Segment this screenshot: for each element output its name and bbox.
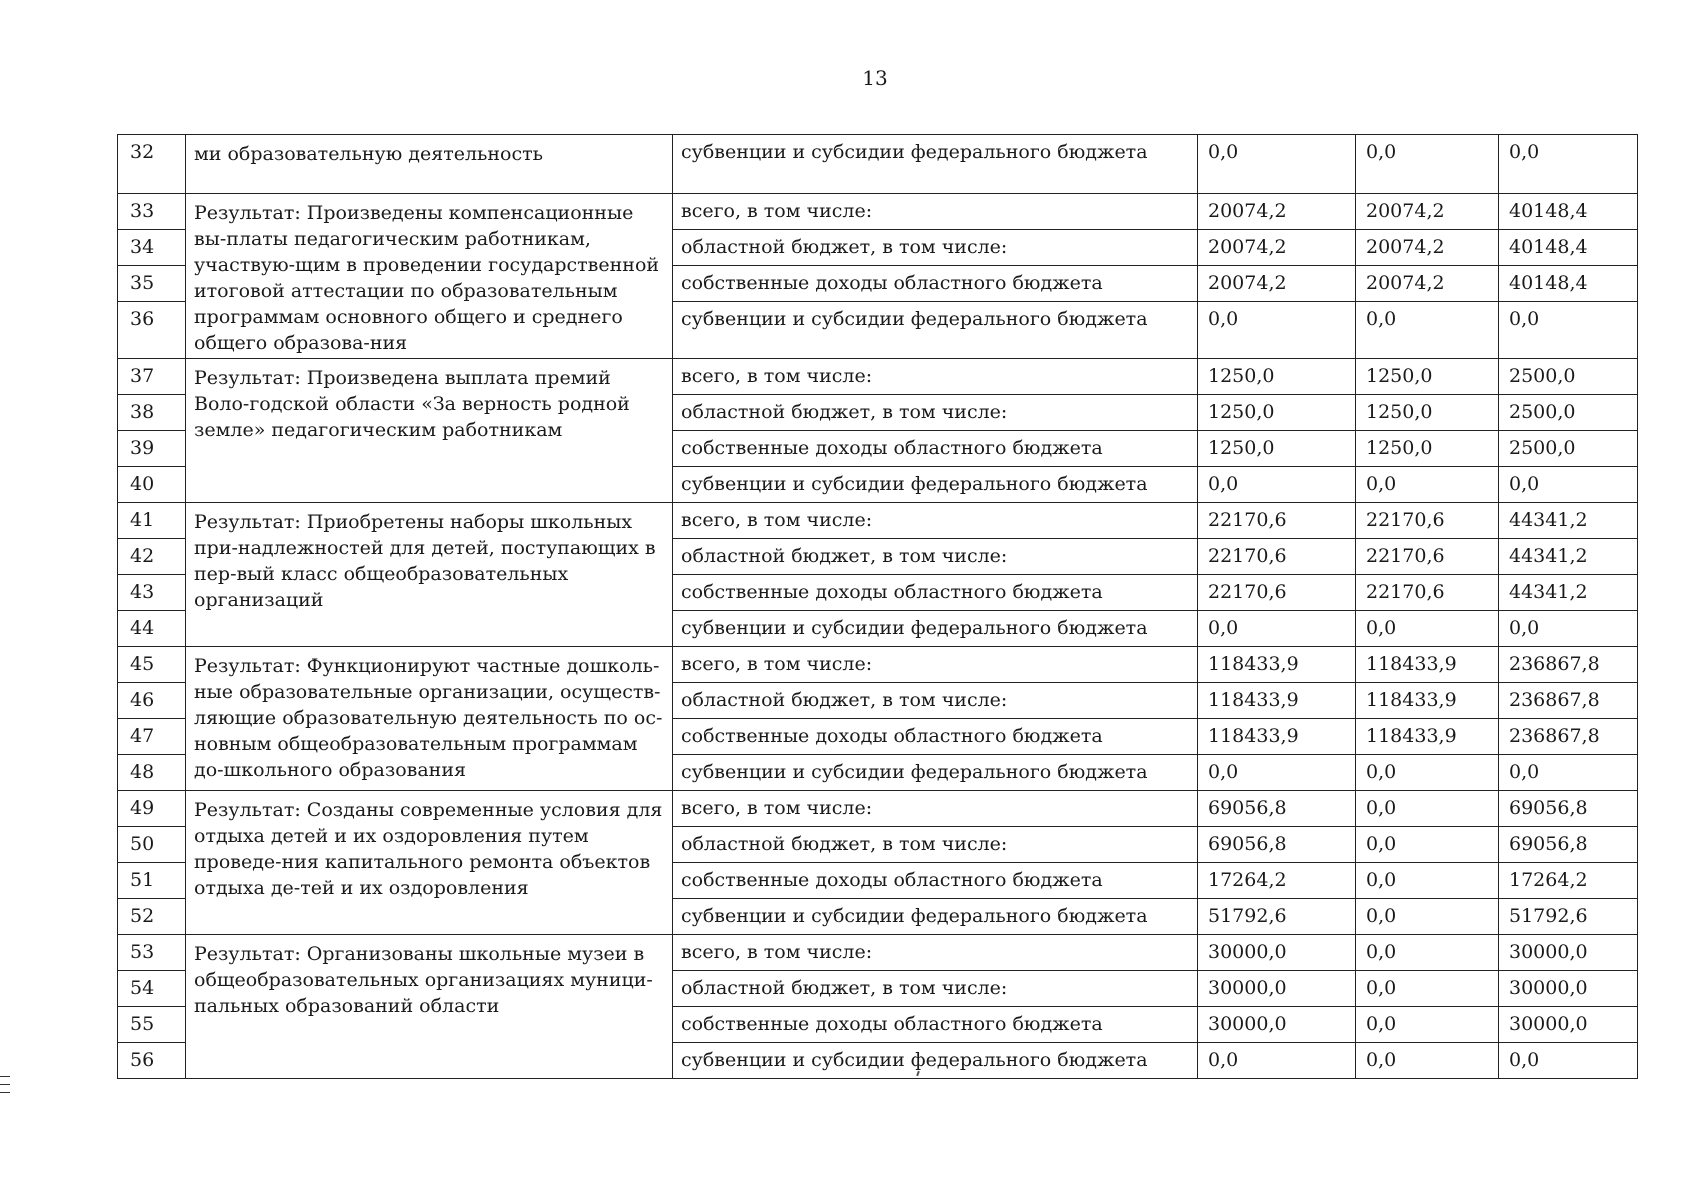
row-number: 36 (118, 302, 186, 359)
value-total: 2500,0 (1499, 359, 1638, 395)
value-year-2: 0,0 (1356, 827, 1499, 863)
result-description: Результат: Организованы школьные музеи в общеобразовательных организациях муници-пальных образований области (186, 935, 673, 1079)
scan-edge-mark (0, 1092, 10, 1093)
value-year-1: 30000,0 (1198, 1007, 1356, 1043)
scan-edge-mark (0, 1084, 10, 1085)
row-number: 35 (118, 266, 186, 302)
value-year-2: 118433,9 (1356, 683, 1499, 719)
value-year-2: 20074,2 (1356, 194, 1499, 230)
funding-source: всего, в том числе: (673, 647, 1198, 683)
funding-source: собственные доходы областного бюджета (673, 1007, 1198, 1043)
value-year-2: 1250,0 (1356, 359, 1499, 395)
value-year-1: 0,0 (1198, 135, 1356, 194)
value-total: 30000,0 (1499, 935, 1638, 971)
funding-source: всего, в том числе: (673, 359, 1198, 395)
row-number: 47 (118, 719, 186, 755)
row-number: 55 (118, 1007, 186, 1043)
value-total: 30000,0 (1499, 1007, 1638, 1043)
value-year-2: 0,0 (1356, 863, 1499, 899)
funding-source: субвенции и субсидии федерального бюджета (673, 755, 1198, 791)
value-year-1: 20074,2 (1198, 230, 1356, 266)
value-total: 0,0 (1499, 611, 1638, 647)
result-description: Результат: Произведены компенсационные вы-платы педагогическим работникам, участвую-щим в проведении государственной итоговой аттестации по образовательным программам основного общего и среднего общего образова-ния (186, 194, 673, 359)
funding-source: субвенции и субсидии федерального бюджета (673, 611, 1198, 647)
value-year-2: 0,0 (1356, 755, 1499, 791)
funding-source: областной бюджет, в том числе: (673, 539, 1198, 575)
value-year-2: 0,0 (1356, 135, 1499, 194)
value-year-2: 0,0 (1356, 611, 1499, 647)
value-year-1: 22170,6 (1198, 503, 1356, 539)
value-year-1: 1250,0 (1198, 395, 1356, 431)
row-number: 56 (118, 1043, 186, 1079)
row-number: 46 (118, 683, 186, 719)
value-year-2: 20074,2 (1356, 230, 1499, 266)
scan-edge-mark (0, 1076, 10, 1077)
value-total: 0,0 (1499, 302, 1638, 359)
row-number: 48 (118, 755, 186, 791)
funding-source: областной бюджет, в том числе: (673, 971, 1198, 1007)
result-description: Результат: Приобретены наборы школьных при-надлежностей для детей, поступающих в пер-вый класс общеобразовательных организаций (186, 503, 673, 647)
value-year-2: 20074,2 (1356, 266, 1499, 302)
value-year-1: 118433,9 (1198, 647, 1356, 683)
value-total: 0,0 (1499, 467, 1638, 503)
value-year-1: 0,0 (1198, 755, 1356, 791)
row-number: 38 (118, 395, 186, 431)
value-year-1: 0,0 (1198, 467, 1356, 503)
funding-source: собственные доходы областного бюджета (673, 266, 1198, 302)
funding-source: субвенции и субсидии федерального бюджета (673, 467, 1198, 503)
row-number: 45 (118, 647, 186, 683)
funding-source: областной бюджет, в том числе: (673, 230, 1198, 266)
funding-source: всего, в том числе: (673, 503, 1198, 539)
value-total: 40148,4 (1499, 230, 1638, 266)
value-year-1: 0,0 (1198, 611, 1356, 647)
value-year-1: 1250,0 (1198, 431, 1356, 467)
table-row (118, 194, 1638, 230)
table-row (118, 359, 1638, 395)
table-row (118, 135, 1638, 194)
value-total: 236867,8 (1499, 719, 1638, 755)
value-year-2: 1250,0 (1356, 431, 1499, 467)
value-year-1: 0,0 (1198, 1043, 1356, 1079)
value-year-1: 69056,8 (1198, 791, 1356, 827)
table-row (118, 935, 1638, 971)
table-body (118, 135, 1638, 1079)
funding-source: собственные доходы областного бюджета (673, 575, 1198, 611)
value-total: 17264,2 (1499, 863, 1638, 899)
row-number: 44 (118, 611, 186, 647)
value-year-1: 20074,2 (1198, 266, 1356, 302)
value-year-2: 22170,6 (1356, 575, 1499, 611)
value-total: 0,0 (1499, 135, 1638, 194)
result-description: Результат: Произведена выплата премий Воло-годской области «За верность родной земле» педагогическим работникам (186, 359, 673, 503)
value-total: 69056,8 (1499, 791, 1638, 827)
value-year-2: 22170,6 (1356, 503, 1499, 539)
row-number: 53 (118, 935, 186, 971)
row-number: 51 (118, 863, 186, 899)
value-total: 2500,0 (1499, 431, 1638, 467)
funding-source: всего, в том числе: (673, 194, 1198, 230)
funding-source: областной бюджет, в том числе: (673, 683, 1198, 719)
funding-source: субвенции и субсидии федерального бюджета (673, 899, 1198, 935)
value-year-1: 118433,9 (1198, 683, 1356, 719)
value-year-1: 0,0 (1198, 302, 1356, 359)
funding-source: областной бюджет, в том числе: (673, 827, 1198, 863)
budget-table (117, 134, 1638, 1079)
row-number: 37 (118, 359, 186, 395)
value-year-2: 118433,9 (1356, 647, 1499, 683)
value-year-1: 20074,2 (1198, 194, 1356, 230)
funding-source: субвенции и субсидии федерального бюджета (673, 302, 1198, 359)
value-year-2: 0,0 (1356, 1007, 1499, 1043)
value-year-2: 0,0 (1356, 971, 1499, 1007)
value-year-1: 118433,9 (1198, 719, 1356, 755)
value-year-1: 30000,0 (1198, 935, 1356, 971)
row-number: 43 (118, 575, 186, 611)
table-row (118, 503, 1638, 539)
funding-source: собственные доходы областного бюджета (673, 431, 1198, 467)
value-year-1: 22170,6 (1198, 539, 1356, 575)
funding-source: собственные доходы областного бюджета (673, 863, 1198, 899)
row-number: 32 (118, 135, 186, 194)
value-year-2: 22170,6 (1356, 539, 1499, 575)
row-number: 54 (118, 971, 186, 1007)
value-total: 69056,8 (1499, 827, 1638, 863)
value-year-1: 69056,8 (1198, 827, 1356, 863)
value-total: 0,0 (1499, 1043, 1638, 1079)
funding-source: субвенции и субсидии федерального бюджета (673, 1043, 1198, 1079)
value-year-2: 0,0 (1356, 899, 1499, 935)
result-description: Результат: Функционируют частные дошколь-ные образовательные организации, осуществ-ляющие образовательную деятельность по ос-новным общеобразовательным программам до-школьного образования (186, 647, 673, 791)
value-total: 236867,8 (1499, 647, 1638, 683)
value-total: 44341,2 (1499, 539, 1638, 575)
row-number: 52 (118, 899, 186, 935)
value-year-1: 51792,6 (1198, 899, 1356, 935)
funding-source: субвенции и субсидии федерального бюджета (673, 135, 1198, 194)
value-total: 30000,0 (1499, 971, 1638, 1007)
row-number: 33 (118, 194, 186, 230)
value-total: 44341,2 (1499, 503, 1638, 539)
row-number: 50 (118, 827, 186, 863)
value-year-1: 22170,6 (1198, 575, 1356, 611)
value-total: 40148,4 (1499, 194, 1638, 230)
value-year-1: 30000,0 (1198, 971, 1356, 1007)
funding-source: собственные доходы областного бюджета (673, 719, 1198, 755)
value-year-2: 0,0 (1356, 935, 1499, 971)
value-year-2: 0,0 (1356, 302, 1499, 359)
value-year-2: 1250,0 (1356, 395, 1499, 431)
value-year-2: 118433,9 (1356, 719, 1499, 755)
table-row (118, 791, 1638, 827)
value-year-2: 0,0 (1356, 467, 1499, 503)
value-total: 51792,6 (1499, 899, 1638, 935)
page-number: 13 (862, 66, 888, 90)
row-number: 34 (118, 230, 186, 266)
row-number: 39 (118, 431, 186, 467)
value-year-2: 0,0 (1356, 791, 1499, 827)
funding-source: всего, в том числе: (673, 791, 1198, 827)
value-total: 2500,0 (1499, 395, 1638, 431)
result-description: ми образовательную деятельность (186, 135, 673, 194)
row-number: 40 (118, 467, 186, 503)
value-total: 0,0 (1499, 755, 1638, 791)
result-description: Результат: Созданы современные условия для отдыха детей и их оздоровления путем проведе-ния капитального ремонта объектов отдыха де-тей и их оздоровления (186, 791, 673, 935)
value-year-2: 0,0 (1356, 1043, 1499, 1079)
value-year-1: 1250,0 (1198, 359, 1356, 395)
row-number: 42 (118, 539, 186, 575)
value-total: 44341,2 (1499, 575, 1638, 611)
table-row (118, 647, 1638, 683)
funding-source: всего, в том числе: (673, 935, 1198, 971)
row-number: 41 (118, 503, 186, 539)
value-year-1: 17264,2 (1198, 863, 1356, 899)
funding-source: областной бюджет, в том числе: (673, 395, 1198, 431)
row-number: 49 (118, 791, 186, 827)
value-total: 40148,4 (1499, 266, 1638, 302)
value-total: 236867,8 (1499, 683, 1638, 719)
